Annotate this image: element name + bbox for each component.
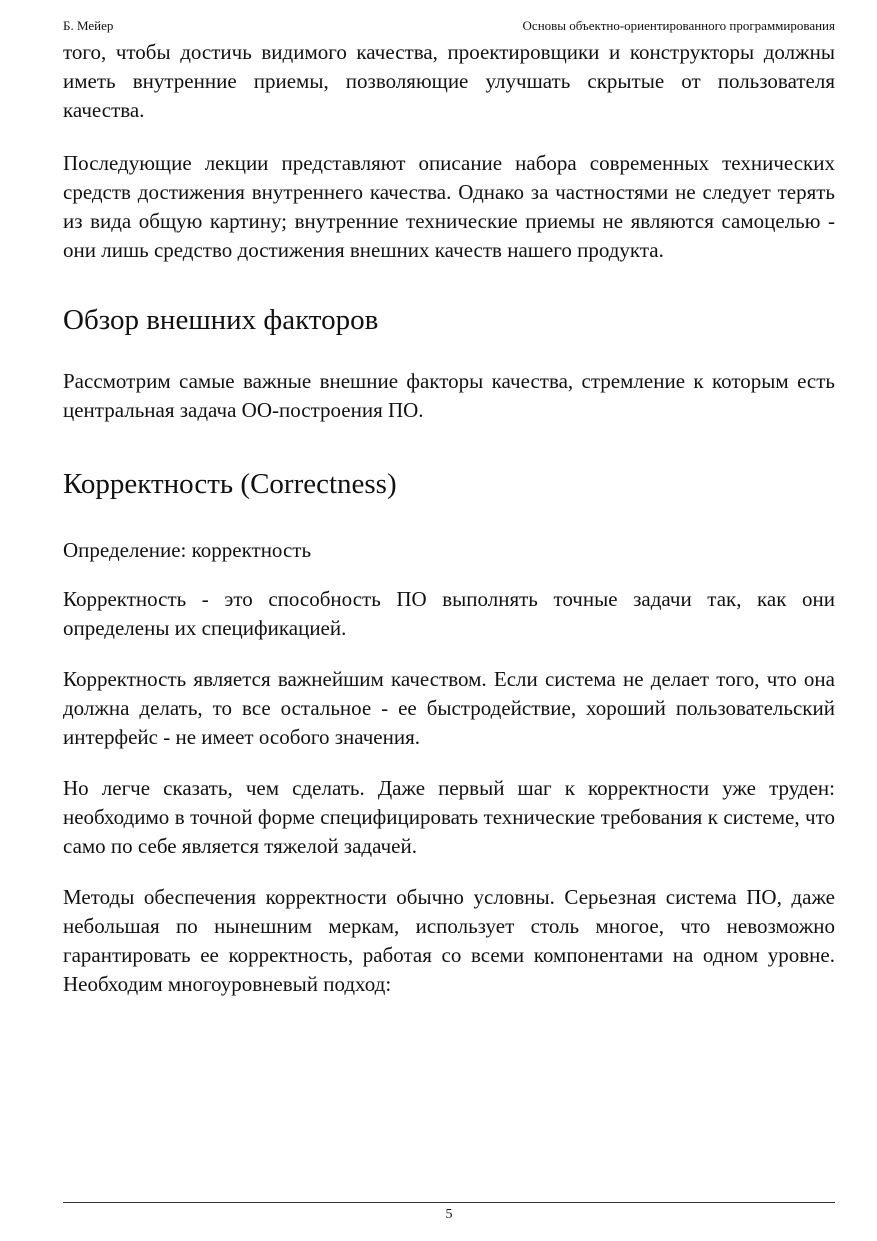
page-number: 5 bbox=[445, 1207, 453, 1222]
paragraph-external-factors: Рассмотрим самые важные внешние факторы качества, стремление к которым есть центральная задача ОО-построения ПО. bbox=[63, 369, 835, 422]
section-heading-correctness: Корректность (Correctness) bbox=[63, 468, 397, 500]
running-header bbox=[63, 17, 835, 35]
paragraph-correctness-definition: Корректность - это способность ПО выполнять точные задачи так, как они определены их спецификацией. bbox=[63, 587, 835, 640]
paragraph-correctness-difficulty: Но легче сказать, чем сделать. Даже первый шаг к корректности уже труден: необходимо в точной форме специфицировать технические требования к системе, что само по себе является тяжелой задачей. bbox=[63, 776, 835, 858]
header-author: Б. Мейер bbox=[63, 18, 114, 33]
document-page bbox=[63, 0, 835, 1241]
header-book-title: Основы объектно-ориентированного программирования bbox=[522, 18, 835, 33]
paragraph-correctness-methods: Методы обеспечения корректности обычно условны. Серьезная система ПО, даже небольшая по нынешним меркам, использует столь многое, что невозможно гарантировать ее корректность, работая со всеми компонентами на одном уровне. Необходим многоуровневый подход: bbox=[63, 885, 835, 996]
definition-label: Определение: корректность bbox=[63, 538, 312, 562]
paragraph-correctness-importance: Корректность является важнейшим качеством. Если система не делает того, что она должна делать, то все остальное - ее быстродействие, хороший пользовательский интерфейс - не имеет особого значения. bbox=[63, 667, 835, 749]
page-content bbox=[63, 38, 835, 1021]
paragraph-intro-continuation: того, чтобы достичь видимого качества, проектировщики и конструкторы должны иметь внутренние приемы, позволяющие улучшать скрытые от пользователя качества. bbox=[63, 40, 835, 122]
footer-divider bbox=[63, 1202, 835, 1203]
paragraph-lectures-overview: Последующие лекции представляют описание набора современных технических средств достижения внутреннего качества. Однако за частностями не следует терять из вида общую картину; внутренние технические приемы не являются самоцелью - они лишь средство достижения внешних качеств нашего продукта. bbox=[63, 151, 835, 262]
section-heading-external-factors: Обзор внешних факторов bbox=[63, 304, 379, 336]
